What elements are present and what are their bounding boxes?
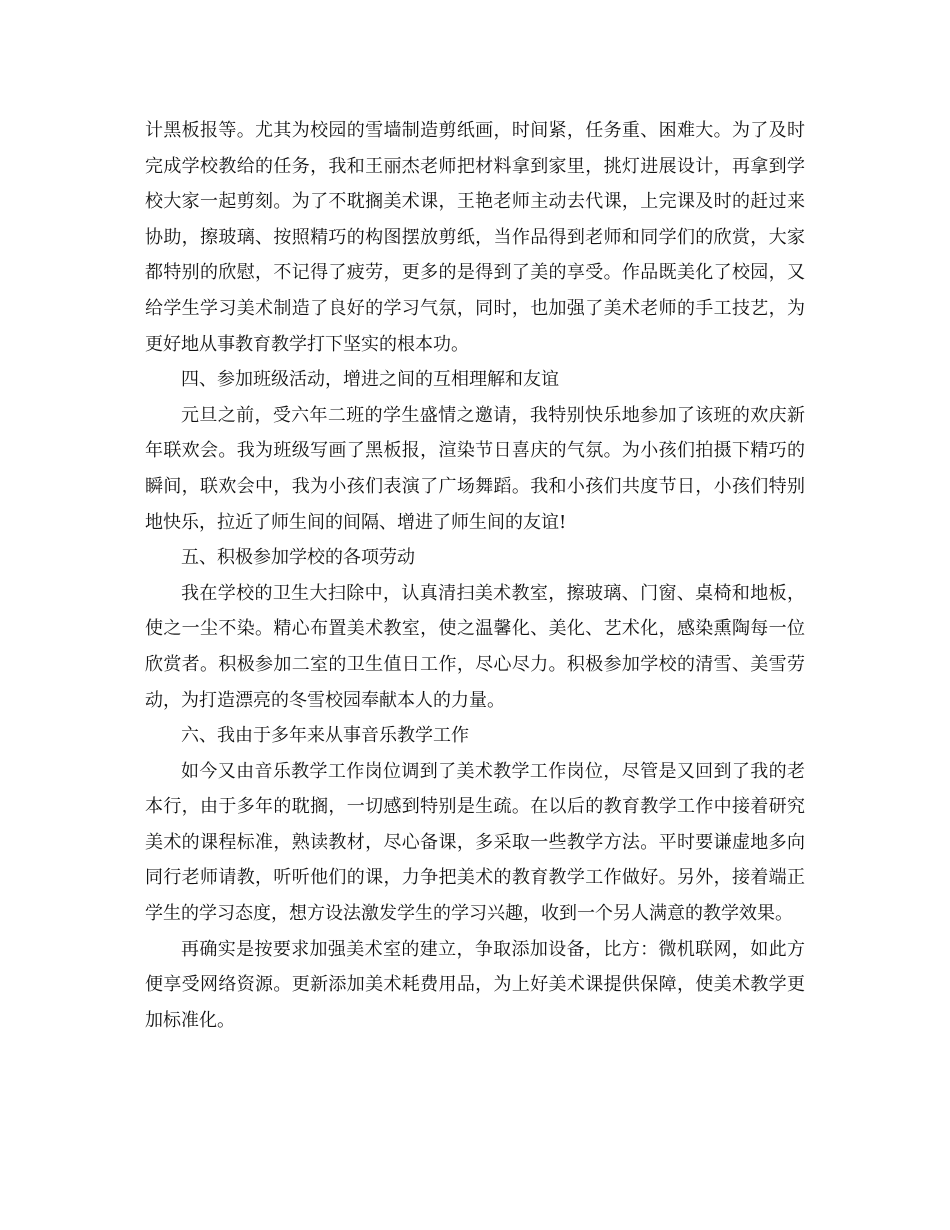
paragraph-equipment: 再确实是按要求加强美术室的建立，争取添加设备，比方：微机联网，如此方便享受网络资源。更新添加美术耗费用品，为上好美术课提供保障，使美术教学更加标准化。 bbox=[145, 938, 805, 1031]
paragraph-class-activity: 元旦之前，受六年二班的学生盛情之邀请，我特别快乐地参加了该班的欢庆新年联欢会。我为班级写画了黑板报，渲染节日喜庆的气氛。为小孩们拍摄下精巧的瞬间，联欢会中，我为小孩们表演了广场舞蹈。我和小孩们共度节日，小孩们特别地快乐，拉近了师生间的间隔、增进了师生间的友谊! bbox=[145, 404, 805, 533]
paragraph-teaching: 如今又由音乐教学工作岗位调到了美术教学工作岗位，尽管是又回到了我的老本行，由于多年的耽搁，一切感到特别是生疏。在以后的教育教学工作中接着研究美术的课程标准，熟读教材，尽心备课，多采取一些教学方法。平时要谦虚地多向同行老师请教，听听他们的课，力争把美术的教育教学工作做好。另外，接着端正学生的学习态度，想方设法激发学生的学习兴趣，收到一个另人满意的教学效果。 bbox=[145, 760, 805, 925]
section-heading-5: 五、积极参加学校的各项劳动 bbox=[181, 547, 415, 569]
paragraph-continued: 计黑板报等。尤其为校园的雪墙制造剪纸画，时间紧，任务重、困难大。为了及时完成学校教给的任务，我和王丽杰老师把材料拿到家里，挑灯进展设计，再拿到学校大家一起剪刻。为了不耽搁美术课，王艳老师主动去代课，上完课及时的赶过来协助，擦玻璃、按照精巧的构图摆放剪纸，当作品得到老师和同学们的欣赏，大家都特别的欣慰，不记得了疲劳，更多的是得到了美的享受。作品既美化了校园，又给学生学习美术制造了良好的学习气氛，同时，也加强了美术老师的手工技艺，为更好地从事教育教学打下坚实的根本功。 bbox=[145, 120, 805, 355]
section-heading-4: 四、参加班级活动，增进之间的互相理解和友谊 bbox=[181, 369, 559, 391]
document-body bbox=[145, 113, 805, 1038]
paragraph-labor: 我在学校的卫生大扫除中，认真清扫美术教室，擦玻璃、门窗、桌椅和地板，使之一尘不染。精心布置美术教室，使之温馨化、美化、艺术化，感染熏陶每一位欣赏者。积极参加二室的卫生值日工作，尽心尽力。积极参加学校的清雪、美雪劳动，为打造漂亮的冬雪校园奉献本人的力量。 bbox=[145, 582, 805, 711]
section-heading-6: 六、我由于多年来从事音乐教学工作 bbox=[181, 725, 469, 747]
